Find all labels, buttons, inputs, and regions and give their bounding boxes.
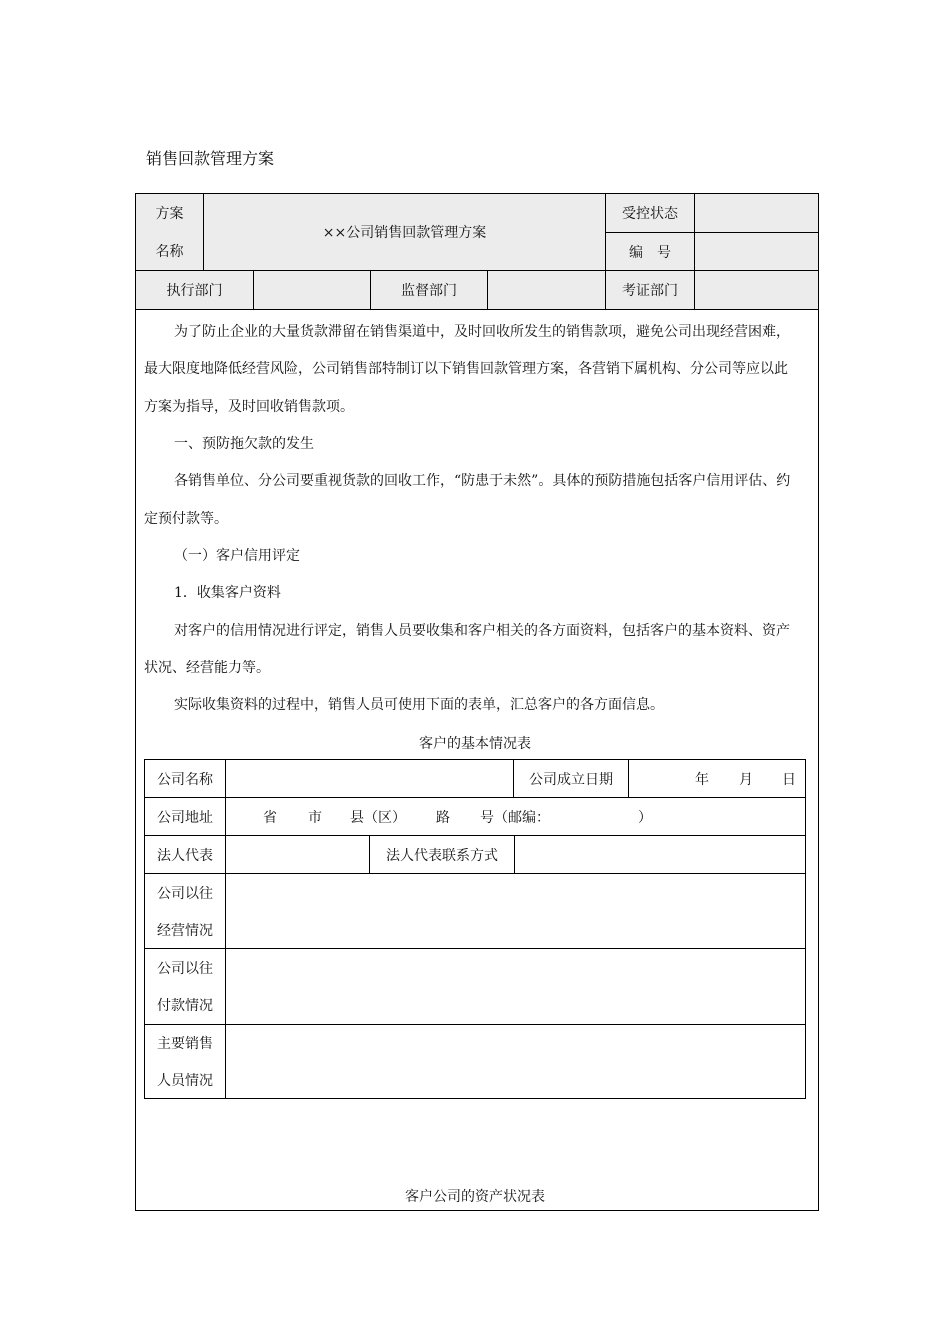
county-label: 县（区） xyxy=(350,809,406,826)
established-date-field[interactable] xyxy=(628,760,805,797)
body-paragraph-2-line-1: 各销售单位、分公司要重视货款的回收工作，“防患于未然”。具体的预防措施包括客户信用评估、约 xyxy=(174,473,791,489)
legal-rep-contact-label: 法人代表联系方式 xyxy=(369,835,514,873)
body-paragraph-1-line-2: 最大限度地降低经营风险，公司销售部特制订以下销售回款管理方案，各营销下属机构、分公司等应以此 xyxy=(144,361,788,377)
customer-table-caption: 客户的基本情况表 xyxy=(419,736,531,752)
exec-dept-value xyxy=(253,270,370,309)
day-label: 日 xyxy=(782,771,796,788)
past-payments-label-line2: 付款情况 xyxy=(157,998,213,1015)
customer-info-table xyxy=(144,759,806,1099)
body-paragraph-3-line-1: 对客户的信用情况进行评定，销售人员要收集和客户相关的各方面资料，包括客户的基本资料、资产 xyxy=(174,623,790,639)
verify-dept-value xyxy=(694,270,818,309)
company-name-field[interactable] xyxy=(225,760,513,797)
road-label: 路 xyxy=(436,809,450,826)
established-date-label: 公司成立日期 xyxy=(513,760,628,797)
postcode-label: 号（邮编： xyxy=(480,809,550,826)
body-paragraph-1-line-3: 方案为指导，及时回收销售款项。 xyxy=(144,399,354,415)
past-operations-label-line2: 经营情况 xyxy=(157,922,213,939)
control-status-value xyxy=(694,194,818,232)
document-title: 销售回款管理方案 xyxy=(146,149,275,168)
postcode-close: ） xyxy=(638,809,652,826)
company-address-label: 公司地址 xyxy=(145,797,225,835)
company-name-label: 公司名称 xyxy=(157,771,213,788)
company-address-field[interactable] xyxy=(225,797,805,835)
section-heading-1: 一、预防拖欠款的发生 xyxy=(174,436,314,452)
past-operations-label xyxy=(145,873,225,948)
past-payments-field[interactable] xyxy=(225,948,805,1024)
legal-rep-contact-field[interactable] xyxy=(514,835,805,873)
legal-rep-label: 法人代表 xyxy=(145,835,225,873)
verify-dept-label: 考证部门 xyxy=(605,270,694,309)
sales-staff-label xyxy=(145,1024,225,1098)
city-label: 市 xyxy=(308,809,322,826)
body-paragraph-4: 实际收集资料的过程中，销售人员可使用下面的表单，汇总客户的各方面信息。 xyxy=(174,697,664,713)
supervise-dept-value xyxy=(487,270,605,309)
legal-rep-field[interactable] xyxy=(225,835,369,873)
past-payments-label xyxy=(145,948,225,1024)
scheme-name: ××公司销售回款管理方案 xyxy=(203,194,605,270)
year-label: 年 xyxy=(695,771,709,788)
past-payments-label-line1: 公司以往 xyxy=(157,960,213,977)
body-paragraph-1-line-1: 为了防止企业的大量货款滞留在销售渠道中，及时回收所发生的销售款项，避免公司出现经营困难， xyxy=(174,324,790,340)
exec-dept-label: 执行部门 xyxy=(136,270,253,309)
supervise-dept-label: 监督部门 xyxy=(370,270,487,309)
past-operations-label-line1: 公司以往 xyxy=(157,885,213,902)
section-heading-3: 1．收集客户资料 xyxy=(174,585,281,601)
sales-staff-field[interactable] xyxy=(225,1024,805,1098)
section-heading-2: （一）客户信用评定 xyxy=(174,548,300,564)
province-label: 省 xyxy=(263,809,277,826)
body-paragraph-3-line-2: 状况、经营能力等。 xyxy=(144,660,270,676)
scheme-label-line2: 名称 xyxy=(136,232,203,270)
form-divider xyxy=(136,309,818,310)
scheme-label-line1: 方案 xyxy=(136,194,203,232)
past-operations-field[interactable] xyxy=(225,873,805,948)
month-label: 月 xyxy=(739,771,753,788)
number-value xyxy=(694,232,818,270)
body-paragraph-2-line-2: 定预付款等。 xyxy=(144,511,228,527)
asset-table-caption: 客户公司的资产状况表 xyxy=(405,1189,545,1205)
control-status-label: 受控状态 xyxy=(605,194,694,232)
sales-staff-label-line2: 人员情况 xyxy=(157,1072,213,1089)
sales-staff-label-line1: 主要销售 xyxy=(157,1036,213,1053)
number-label: 编 号 xyxy=(605,232,694,270)
